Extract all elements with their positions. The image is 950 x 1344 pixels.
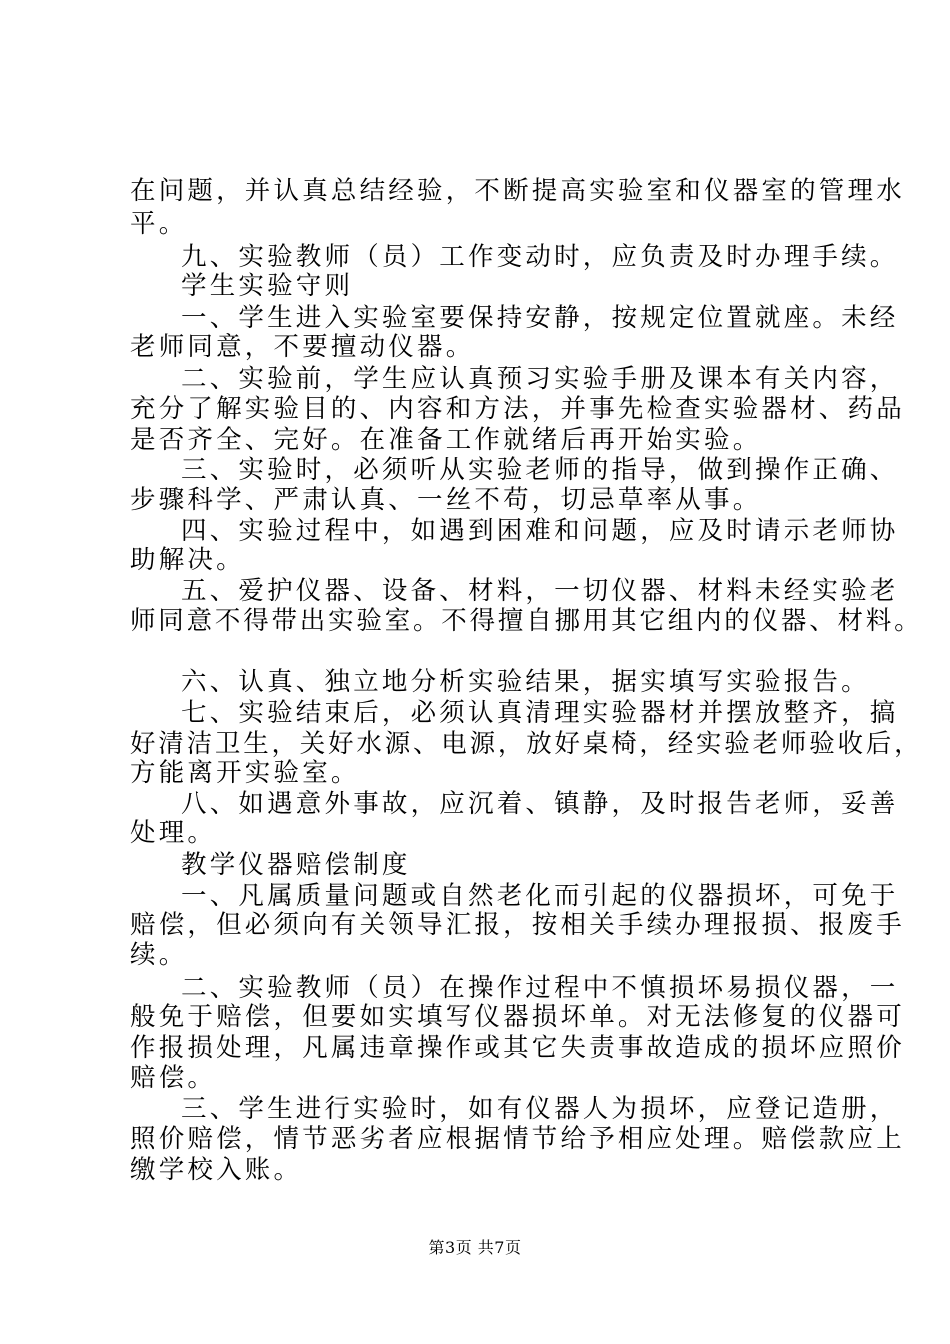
section-heading: 教学仪器赔偿制度: [181, 850, 411, 880]
paragraph-line: 续。: [130, 940, 188, 970]
paragraph-line: 好清洁卫生，关好水源、电源，放好桌椅，经实验老师验收后，: [130, 729, 923, 759]
paragraph-line: 四、实验过程中，如遇到困难和问题，应及时请示老师协: [181, 516, 899, 546]
paragraph-line: 五、爱护仪器、设备、材料，一切仪器、材料未经实验老: [181, 576, 899, 606]
paragraph-line: 赔偿，但必须向有关领导汇报，按相关手续办理报损、报废手: [130, 910, 905, 940]
paragraph-line: 二、实验前，学生应认真预习实验手册及课本有关内容，: [181, 364, 899, 394]
paragraph-line: 助解决。: [130, 545, 245, 575]
paragraph-line: 八、如遇意外事故，应沉着、镇静，及时报告老师，妥善: [181, 789, 899, 819]
paragraph-line: 三、学生进行实验时，如有仪器人为损坏，应登记造册，: [181, 1094, 899, 1124]
paragraph-line: 六、认真、独立地分析实验结果，据实填写实验报告。: [181, 667, 870, 697]
paragraph-line: 照价赔偿，情节恶劣者应根据情节给予相应处理。赔偿款应上: [130, 1124, 905, 1154]
paragraph-line: 处理。: [130, 818, 217, 848]
paragraph-line: 一、学生进入实验室要保持安静，按规定位置就座。未经: [181, 303, 899, 333]
paragraph-line: 平。: [130, 209, 188, 239]
paragraph-line: 九、实验教师（员）工作变动时，应负责及时办理手续。: [181, 242, 899, 272]
paragraph-line: 方能离开实验室。: [130, 758, 360, 788]
page-number-footer: 第3页 共7页: [428, 1238, 522, 1257]
paragraph-line: 充分了解实验目的、内容和方法，并事先检查实验器材、药品: [130, 394, 905, 424]
paragraph-line: 老师同意，不要擅动仪器。: [130, 332, 475, 362]
paragraph-line: 七、实验结束后，必须认真清理实验器材并摆放整齐，搞: [181, 698, 899, 728]
paragraph-line: 师同意不得带出实验室。不得擅自挪用其它组内的仪器、材料。: [130, 606, 923, 636]
paragraph-line: 三、实验时，必须听从实验老师的指导，做到操作正确、: [181, 455, 899, 485]
paragraph-line: 作报损处理，凡属违章操作或其它失责事故造成的损坏应照价: [130, 1033, 905, 1063]
paragraph-line: 二、实验教师（员）在操作过程中不慎损坏易损仪器，一: [181, 973, 899, 1003]
paragraph-line: 一、凡属质量问题或自然老化而引起的仪器损坏，可免于: [181, 881, 899, 911]
paragraph-line: 在问题，并认真总结经验，不断提高实验室和仪器室的管理水: [130, 176, 905, 206]
paragraph-line: 缴学校入账。: [130, 1155, 303, 1185]
paragraph-line: 步骤科学、严肃认真、一丝不苟，切忌草率从事。: [130, 485, 762, 515]
paragraph-line: 般免于赔偿，但要如实填写仪器损坏单。对无法修复的仪器可: [130, 1002, 905, 1032]
paragraph-line: 赔偿。: [130, 1063, 217, 1093]
paragraph-line: 是否齐全、完好。在准备工作就绪后再开始实验。: [130, 425, 762, 455]
section-heading: 学生实验守则: [181, 271, 354, 301]
